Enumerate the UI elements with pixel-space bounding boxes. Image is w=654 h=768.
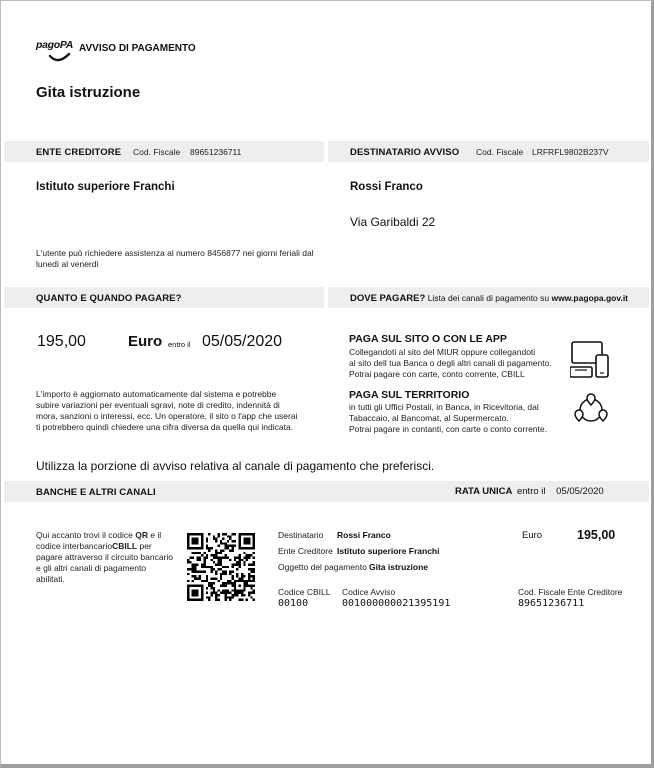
assistance-line: L'utente può richiedere assistenza al numero 8456877 nei giorni feriali dal (36, 248, 314, 258)
recipient-fiscal-code: LRFRFL9802B237V (532, 147, 609, 157)
bank-recipient-label: Destinatario (278, 530, 324, 540)
single-installment-date: 05/05/2020 (556, 486, 604, 497)
pagopa-logo (36, 38, 76, 66)
when-section-label: QUANTO E QUANDO PAGARE? (36, 293, 182, 304)
territory-desc-line: in tutti gli Uffici Postali, in Banca, in Ricevitoria, dal (349, 402, 539, 412)
creditor-assistance-text (36, 248, 314, 270)
bank-desc-qr: QR (135, 530, 148, 540)
amount-value: 195,00 (37, 333, 86, 350)
creditor-fiscal-code-value: 89651236711 (518, 598, 585, 609)
bank-desc-text: Qui accanto trovi il codice (36, 530, 136, 540)
recipient-fiscal-label: Cod. Fiscale (476, 147, 524, 157)
due-date-label: entro il (168, 340, 191, 349)
recipient-name: Rossi Franco (350, 181, 423, 193)
recipient-section-label: DESTINATARIO AVVISO (350, 147, 460, 158)
bank-creditor-value: Istituto superiore Franchi (337, 546, 440, 556)
bank-amount: 195,00 (577, 528, 616, 542)
notice-code-label: Codice Avviso (342, 587, 396, 597)
single-installment-by: entro il (516, 486, 546, 497)
amount-note-line: subire variazioni per eventuali sgravi, note di credito, indennità di (36, 400, 280, 410)
bank-section-label: BANCHE E ALTRI CANALI (36, 487, 156, 498)
territory-payment-title: PAGA SUL TERRITORIO (349, 389, 470, 401)
online-desc-line: Collegandoti al sito del MIUR oppure collegandoti (349, 347, 536, 357)
amount-note-line: ti potrebbero quindi chiedere una cifra diversa da quella qui indicata. (36, 422, 294, 432)
due-date-value: 05/05/2020 (202, 333, 283, 350)
payment-subject-title: Gita istruzione (36, 84, 141, 101)
devices-icon (570, 339, 610, 379)
bank-desc-text: per pagare attraverso il circuito bancario e gli altri canali di pagamento abilitati. (36, 541, 174, 584)
pagopa-url-link[interactable]: www.pagopa.gov.it (551, 293, 629, 303)
territory-payment-desc (349, 402, 547, 435)
single-installment-header (455, 486, 604, 497)
creditor-name: Istituto superiore Franchi (36, 181, 175, 193)
online-desc-line: al sito dell tua Banca o degli altri canali di pagamento. (349, 358, 552, 368)
logo-text: pagoPA (36, 39, 74, 51)
bank-currency: Euro (522, 530, 543, 541)
territory-desc-line: Potrai pagare in contanti, con carte o conto corrente. (349, 424, 547, 434)
bank-desc-text: e il codice interbancario (36, 530, 162, 551)
creditor-fiscal-code: 89651236711 (190, 147, 242, 157)
single-installment-label: RATA UNICA (455, 486, 513, 497)
online-payment-title: PAGA SUL SITO O CON LE APP (349, 333, 507, 345)
where-section-note: Lista dei canali di pagamento su (427, 293, 550, 303)
qr-code-graphic (187, 533, 255, 601)
assistance-line: lunedì al venerdì (36, 259, 99, 269)
channel-instruction: Utilizza la porzione di avviso relativa al canale di pagamento che preferisci. (36, 459, 435, 473)
notice-code-value: 001000000021395191 (342, 598, 451, 609)
bank-object-value: Gita istruzione (369, 562, 429, 572)
bank-object-label: Oggetto del pagamento (278, 562, 367, 572)
amount-note-line: mora, sanzioni o interessi, ecc. Un operatore, il sito o l'app che userai (36, 411, 298, 421)
cbill-code-value: 00100 (278, 598, 309, 609)
where-section-header (350, 293, 628, 304)
doc-type-title: AVVISO DI PAGAMENTO (79, 43, 196, 54)
online-payment-desc (349, 347, 552, 380)
map-pin-network-icon (572, 392, 610, 430)
recipient-address: Via Garibaldi 22 (350, 215, 436, 229)
bank-creditor-label: Ente Creditore (278, 546, 333, 556)
territory-desc-line: Tabaccaio, al Bancomat, al Supermercato. (349, 413, 509, 423)
amount-note (36, 389, 297, 433)
bank-description (36, 530, 176, 585)
creditor-fiscal-code-label: Cod. Fiscale Ente Creditore (518, 587, 623, 597)
creditor-fiscal-label: Cod. Fiscale (133, 147, 181, 157)
cbill-code-label: Codice CBILL (278, 587, 331, 597)
where-section-label: DOVE PAGARE? (350, 293, 426, 304)
amount-currency: Euro (128, 333, 163, 350)
bank-recipient-value: Rossi Franco (337, 530, 391, 540)
amount-note-line: L'importo è aggiornato automaticamente dal sistema e potrebbe (36, 389, 277, 399)
qr-code (187, 533, 255, 601)
online-desc-line: Potrai pagare con carte, conto corrente, CBILL (349, 369, 525, 379)
bank-desc-cbill: CBILL (112, 541, 138, 551)
creditor-section-label: ENTE CREDITORE (36, 147, 122, 158)
